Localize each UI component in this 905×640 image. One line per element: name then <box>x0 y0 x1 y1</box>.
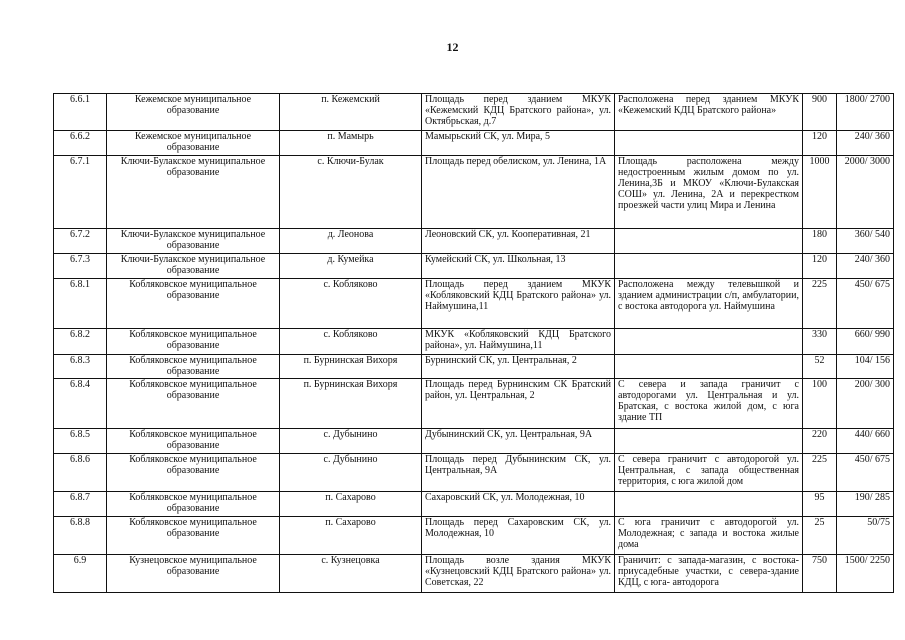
municipality-cell: Ключи-Булакское муниципальное образование <box>107 254 280 279</box>
description-cell <box>615 229 803 254</box>
area-cell: 95 <box>803 492 837 517</box>
area-cell: 120 <box>803 254 837 279</box>
locality-cell: п. Мамырь <box>280 131 422 156</box>
area-cell: 900 <box>803 94 837 131</box>
capacity-cell: 190/ 285 <box>837 492 894 517</box>
table-row <box>54 254 894 279</box>
locality-cell: п. Сахарово <box>280 517 422 555</box>
row-number: 6.8.6 <box>54 454 107 492</box>
place-cell: Кумейский СК, ул. Школьная, 13 <box>422 254 615 279</box>
municipality-cell: Кобляковское муниципальное образование <box>107 454 280 492</box>
row-number: 6.8.2 <box>54 329 107 355</box>
place-cell: Бурнинский СК, ул. Центральная, 2 <box>422 355 615 379</box>
table-row <box>54 131 894 156</box>
place-cell: Сахаровский СК, ул. Молодежная, 10 <box>422 492 615 517</box>
description-cell <box>615 492 803 517</box>
area-cell: 330 <box>803 329 837 355</box>
capacity-cell: 200/ 300 <box>837 379 894 429</box>
area-cell: 180 <box>803 229 837 254</box>
row-number: 6.8.7 <box>54 492 107 517</box>
capacity-cell: 1800/ 2700 <box>837 94 894 131</box>
locality-cell: с. Дубынино <box>280 429 422 454</box>
area-cell: 25 <box>803 517 837 555</box>
locality-cell: п. Кежемский <box>280 94 422 131</box>
description-cell <box>615 254 803 279</box>
municipality-cell: Кобляковское муниципальное образование <box>107 379 280 429</box>
description-cell <box>615 131 803 156</box>
description-cell <box>615 355 803 379</box>
place-cell: МКУК «Кобляковский КДЦ Братского района», ул. Наймушина,11 <box>422 329 615 355</box>
capacity-cell: 660/ 990 <box>837 329 894 355</box>
capacity-cell: 2000/ 3000 <box>837 156 894 229</box>
capacity-cell: 240/ 360 <box>837 254 894 279</box>
capacity-cell: 440/ 660 <box>837 429 894 454</box>
capacity-cell: 1500/ 2250 <box>837 555 894 593</box>
area-cell: 52 <box>803 355 837 379</box>
locality-cell: д. Кумейка <box>280 254 422 279</box>
capacity-cell: 240/ 360 <box>837 131 894 156</box>
municipality-cell: Кежемское муниципальное образование <box>107 131 280 156</box>
table-row <box>54 429 894 454</box>
place-cell: Площадь перед Дубынинским СК, ул. Центральная, 9А <box>422 454 615 492</box>
description-cell <box>615 329 803 355</box>
capacity-cell: 360/ 540 <box>837 229 894 254</box>
page-number: 12 <box>446 40 459 54</box>
row-number: 6.8.1 <box>54 279 107 329</box>
municipality-cell: Кузнецовское муниципальное образование <box>107 555 280 593</box>
capacity-cell: 450/ 675 <box>837 279 894 329</box>
table-row <box>54 156 894 229</box>
row-number: 6.8.3 <box>54 355 107 379</box>
place-cell: Дубынинский СК, ул. Центральная, 9А <box>422 429 615 454</box>
municipality-cell: Кобляковское муниципальное образование <box>107 279 280 329</box>
place-cell: Площадь перед Бурнинским СК Братский район, ул. Центральная, 2 <box>422 379 615 429</box>
area-cell: 120 <box>803 131 837 156</box>
locality-cell: с. Кобляково <box>280 329 422 355</box>
municipality-cell: Ключи-Булакское муниципальное образование <box>107 229 280 254</box>
place-cell: Площадь перед Сахаровским СК, ул. Молодежная, 10 <box>422 517 615 555</box>
description-cell: Расположена между телевышкой и зданием администрации с/п, амбулатории, с востока автодорога ул. Наймушина <box>615 279 803 329</box>
locality-cell: д. Леонова <box>280 229 422 254</box>
table-row <box>54 517 894 555</box>
table-row <box>54 94 894 131</box>
municipality-cell: Кобляковское муниципальное образование <box>107 355 280 379</box>
municipality-cell: Ключи-Булакское муниципальное образование <box>107 156 280 229</box>
capacity-cell: 450/ 675 <box>837 454 894 492</box>
row-number: 6.8.5 <box>54 429 107 454</box>
locality-cell: с. Кобляково <box>280 279 422 329</box>
place-cell: Мамырьский СК, ул. Мира, 5 <box>422 131 615 156</box>
locality-cell: п. Бурнинская Вихоря <box>280 379 422 429</box>
description-cell: Граничит: с запада-магазин, с востока-приусадебные участки, с севера-здание КДЦ, с юга- автодорога <box>615 555 803 593</box>
table-row <box>54 379 894 429</box>
description-cell: Расположена перед зданием МКУК «Кежемский КДЦ Братского района» <box>615 94 803 131</box>
municipality-cell: Кобляковское муниципальное образование <box>107 492 280 517</box>
locality-cell: п. Бурнинская Вихоря <box>280 355 422 379</box>
capacity-cell: 50/75 <box>837 517 894 555</box>
locality-cell: п. Сахарово <box>280 492 422 517</box>
row-number: 6.9 <box>54 555 107 593</box>
table-row <box>54 454 894 492</box>
description-cell: Площадь расположена между недостроенным жилым домом по ул. Ленина,3Б и МКОУ «Ключи-Булакская СОШ» ул. Ленина, 2А и перекрестком проезжей части улиц Мира и Ленина <box>615 156 803 229</box>
table-row <box>54 555 894 593</box>
row-number: 6.7.2 <box>54 229 107 254</box>
area-cell: 750 <box>803 555 837 593</box>
row-number: 6.8.4 <box>54 379 107 429</box>
place-cell: Площадь перед зданием МКУК «Кобляковский КДЦ Братского района» ул. Наймушина,11 <box>422 279 615 329</box>
area-cell: 225 <box>803 454 837 492</box>
area-cell: 220 <box>803 429 837 454</box>
locality-cell: с. Дубынино <box>280 454 422 492</box>
place-cell: Площадь возле здания МКУК «Кузнецовский КДЦ Братского района» ул. Советская, 22 <box>422 555 615 593</box>
locality-cell: с. Кузнецовка <box>280 555 422 593</box>
table-row <box>54 492 894 517</box>
table-row <box>54 355 894 379</box>
capacity-cell: 104/ 156 <box>837 355 894 379</box>
municipality-cell: Кобляковское муниципальное образование <box>107 517 280 555</box>
place-cell: Площадь перед обелиском, ул. Ленина, 1А <box>422 156 615 229</box>
row-number: 6.6.1 <box>54 94 107 131</box>
table-row <box>54 279 894 329</box>
place-cell: Площадь перед зданием МКУК «Кежемский КДЦ Братского района», ул. Октябрьская, д.7 <box>422 94 615 131</box>
municipality-cell: Кежемское муниципальное образование <box>107 94 280 131</box>
description-cell: С севера и запада граничит с автодорогами ул. Центральная и ул. Братская, с востока жилой дом, с юга здание ТП <box>615 379 803 429</box>
locality-cell: с. Ключи-Булак <box>280 156 422 229</box>
row-number: 6.6.2 <box>54 131 107 156</box>
table-row <box>54 229 894 254</box>
area-cell: 100 <box>803 379 837 429</box>
description-cell <box>615 429 803 454</box>
description-cell: С юга граничит с автодорогой ул. Молодежная; с запада и востока жилые дома <box>615 517 803 555</box>
municipality-cell: Кобляковское муниципальное образование <box>107 329 280 355</box>
description-cell: С севера граничит с автодорогой ул. Центральная, с запада общественная территория, с юга жилой дом <box>615 454 803 492</box>
municipality-cell: Кобляковское муниципальное образование <box>107 429 280 454</box>
area-cell: 1000 <box>803 156 837 229</box>
area-cell: 225 <box>803 279 837 329</box>
row-number: 6.7.1 <box>54 156 107 229</box>
shelter-table <box>53 93 894 593</box>
row-number: 6.8.8 <box>54 517 107 555</box>
table-row <box>54 329 894 355</box>
place-cell: Леоновский СК, ул. Кооперативная, 21 <box>422 229 615 254</box>
row-number: 6.7.3 <box>54 254 107 279</box>
